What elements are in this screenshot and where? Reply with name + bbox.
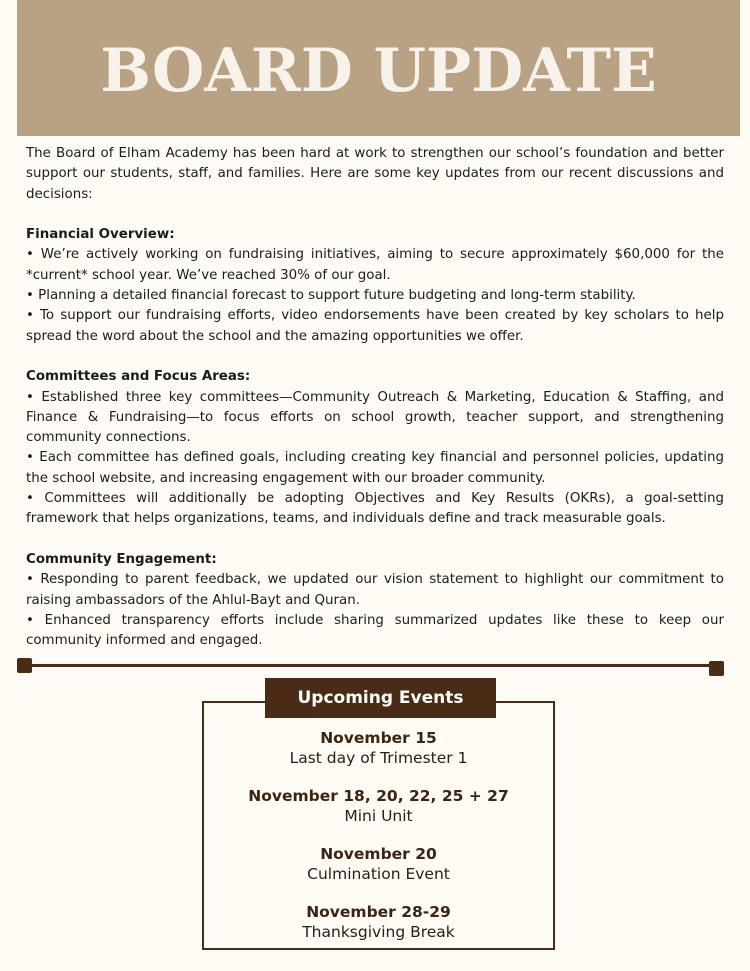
event-item	[204, 728, 553, 786]
event-date: November 18, 20, 22, 25 + 27	[248, 787, 509, 805]
event-date: November 20	[320, 845, 437, 863]
section-divider	[22, 664, 718, 667]
section-heading-financial: Financial Overview:	[26, 227, 175, 243]
event-name: Culmination Event	[307, 865, 450, 883]
section-heading-committees: Committees and Focus Areas:	[26, 369, 251, 385]
list-item: • Enhanced transparency efforts include sharing summarized updates like these to keep our community informed and engaged.	[26, 612, 724, 649]
list-item: • Committees will additionally be adopting Objectives and Key Results (OKRs), a goal-setting framework that helps organizations, teams, and individuals define and track measurable goals.	[26, 491, 724, 527]
divider-end-cap	[17, 658, 32, 673]
title-banner	[17, 0, 740, 136]
event-item	[204, 786, 553, 844]
list-item: • Responding to parent feedback, we updated our vision statement to highlight our commitment to raising ambassadors of the Ahlul-Bayt and Quran.	[26, 572, 724, 608]
event-name: Thanksgiving Break	[302, 923, 455, 941]
event-name: Mini Unit	[344, 807, 413, 825]
section-heading-community: Community Engagement:	[26, 551, 217, 567]
list-item: • Established three key committees—Community Outreach & Marketing, Education & Staffing, and Finance & Fundraising—to focus efforts on school growth, teacher support, and strengthening community connections.	[26, 389, 724, 446]
events-list	[204, 728, 553, 960]
page-title: BOARD UPDATE	[100, 36, 657, 106]
event-item	[204, 844, 553, 902]
event-item	[204, 902, 553, 960]
events-header: Upcoming Events	[265, 678, 496, 718]
event-date: November 15	[320, 729, 437, 747]
list-item: • To support our fundraising efforts, video endorsements have been created by key scholars to help spread the word about the school and the amazing opportunities we offer.	[26, 308, 724, 344]
list-item: • Planning a detailed financial forecast to support future budgeting and long-term stability.	[26, 288, 636, 304]
list-item: • We’re actively working on fundraising initiatives, aiming to secure approximately $60,000 for the *current* school year. We’ve reached 30% of our goal.	[26, 247, 724, 283]
event-name: Last day of Trimester 1	[289, 749, 468, 767]
intro-paragraph: The Board of Elham Academy has been hard at work to strengthen our school’s foundation and better support our students, staff, and families. Here are some key updates from our recent discussions and decisions:	[26, 146, 724, 202]
list-item: • Each committee has defined goals, including creating key financial and personnel policies, updating the school website, and increasing engagement with our broader community.	[26, 450, 724, 486]
event-date: November 28-29	[306, 903, 451, 921]
update-body	[26, 144, 724, 651]
divider-end-cap	[709, 661, 724, 676]
